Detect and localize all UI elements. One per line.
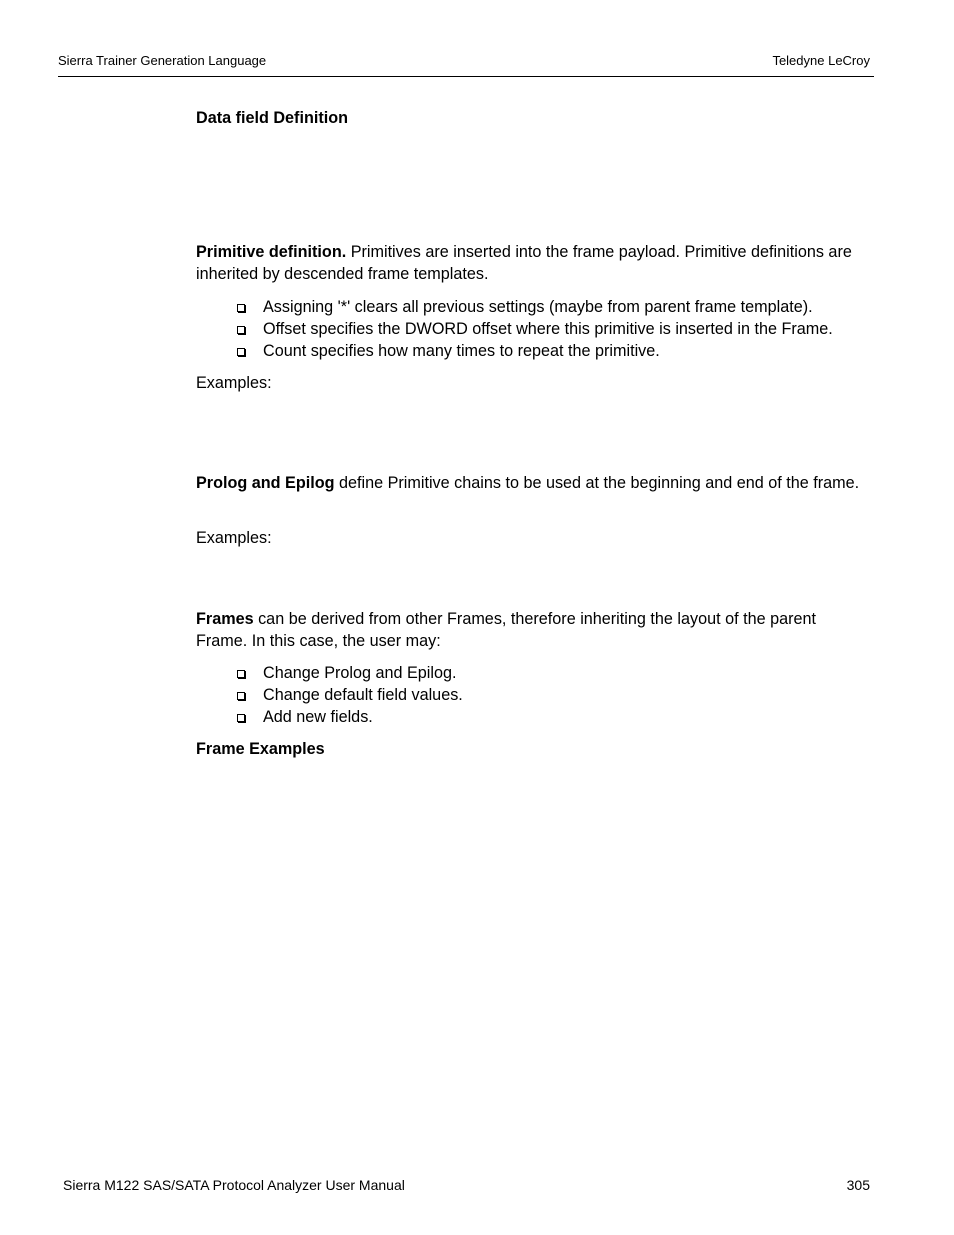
prolog-text: define Primitive chains to be used at the beginning and end of the frame. [334, 474, 860, 492]
frames-lead: Frames [196, 610, 254, 628]
frames-bullet-list [236, 662, 876, 728]
data-field-heading: Data field Definition [196, 109, 348, 127]
frames-text: can be derived from other Frames, therefore inheriting the layout of the parent Frame. In this case, the user may: [196, 610, 816, 650]
footer-manual-title: Sierra M122 SAS/SATA Protocol Analyzer User Manual [63, 1177, 405, 1193]
page-number: 305 [846, 1177, 870, 1193]
frames-paragraph [196, 608, 868, 652]
frame-examples-heading: Frame Examples [196, 740, 325, 758]
list-item: Add new fields. [236, 706, 876, 728]
primitive-examples-label: Examples: [196, 374, 272, 392]
primitive-paragraph [196, 241, 868, 285]
checkbox-bullet-icon [237, 692, 245, 700]
header-company: Teledyne LeCroy [772, 53, 870, 68]
primitive-lead: Primitive definition. [196, 243, 347, 261]
prolog-lead: Prolog and Epilog [196, 474, 335, 492]
prolog-paragraph [196, 472, 868, 494]
checkbox-bullet-icon [237, 326, 245, 334]
primitive-bullet-list [236, 296, 876, 362]
primitive-text: Primitives are inserted into the frame payload. Primitive definitions are inherited by descended frame templates. [196, 243, 852, 283]
list-item: Offset specifies the DWORD offset where this primitive is inserted in the Frame. [236, 318, 876, 340]
prolog-examples-label: Examples: [196, 529, 272, 547]
checkbox-bullet-icon [237, 714, 245, 722]
list-item: Change default field values. [236, 684, 876, 706]
checkbox-bullet-icon [237, 304, 245, 312]
checkbox-bullet-icon [237, 670, 245, 678]
list-item: Assigning '*' clears all previous settings (maybe from parent frame template). [236, 296, 876, 318]
page-header [58, 52, 874, 77]
checkbox-bullet-icon [237, 348, 245, 356]
list-item: Count specifies how many times to repeat the primitive. [236, 340, 876, 362]
list-item: Change Prolog and Epilog. [236, 662, 876, 684]
header-title: Sierra Trainer Generation Language [58, 53, 267, 68]
